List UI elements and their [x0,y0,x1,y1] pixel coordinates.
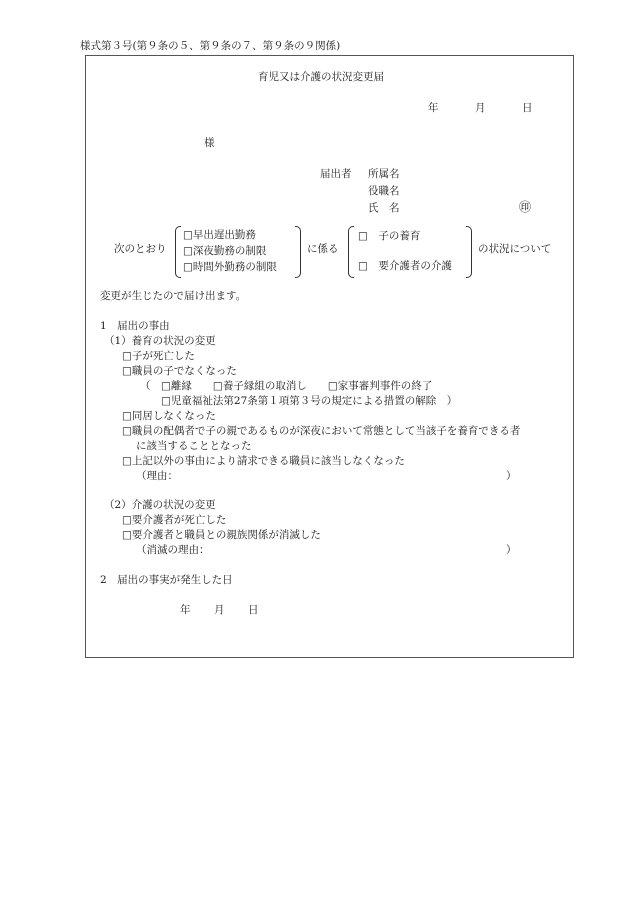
occurrence-month-label: 月 [214,604,225,616]
left-bracket-open [175,226,181,278]
reason-label: （理由： [136,470,178,482]
item-no-cohabit: □同居しなくなった [122,410,216,422]
option-overtime-limit: □時間外勤務の制限 [183,261,277,273]
item-child-died: □子が死亡した [122,350,195,362]
item-reasons-line2: □児童福祉法第27条第１項第３号の規定による措置の解除 ） [161,395,458,407]
right-bracket-close [466,226,472,278]
seal-mark-icon: ㊞ [519,200,532,214]
date-month-label: 月 [475,102,486,114]
addressee-suffix: 様 [204,137,215,149]
intro-prefix: 次のとおり [114,243,167,255]
section2-heading: 2 届出の事実が発生した日 [100,574,233,586]
extinction-reason-label: （消滅の理由： [136,544,210,556]
state-nursing-care: □ 要介護者の介護 [358,260,452,272]
item-spouse-line2: に該当することとなった [136,440,252,452]
item-not-child: □職員の子でなくなった [122,365,237,377]
left-bracket-close [295,226,301,278]
intro-connector: に係る [307,243,339,255]
state-childcare: □ 子の養育 [358,230,421,242]
occurrence-day-label: 日 [248,604,259,616]
item-spouse-line1: □職員の配偶者で子の親であるものが深夜において常態として当該子を養育できる者 [122,425,521,437]
option-night-limit: □深夜勤務の制限 [183,245,267,257]
declaration-text: 変更が生じたので届け出ます。 [100,290,247,302]
applicant-name-label: 氏 名 [368,202,400,214]
form-number-header: 様式第３号(第９条の５、第９条の７、第９条の９関係) [80,40,341,52]
sub1-heading: （1）養育の状況の変更 [104,335,216,347]
right-bracket-open [348,226,354,278]
applicant-label: 届出者 [320,168,352,180]
date-day-label: 日 [522,102,533,114]
date-year-label: 年 [428,102,439,114]
extinction-reason-close: ） [506,544,517,556]
item-relation-ended: □要介護者と職員との親族関係が消滅した [122,529,321,541]
intro-suffix: の状況について [478,243,552,255]
occurrence-year-label: 年 [180,604,191,616]
form-title: 育児又は介護の状況変更届 [258,71,384,83]
item-care-recipient-died: □要介護者が死亡した [122,514,227,526]
item-other-reason: □上記以外の事由により請求できる職員に該当しなくなった [122,455,405,467]
sub2-heading: （2）介護の状況の変更 [104,499,216,511]
applicant-affiliation-label: 所属名 [368,168,400,180]
applicant-position-label: 役職名 [368,185,400,197]
section1-heading: 1 届出の事由 [100,320,170,332]
option-early-late: □早出遅出勤務 [183,229,256,241]
item-reasons-line1: （ □離縁 □養子縁組の取消し □家事審判事件の終了 [140,380,433,392]
reason-close: ） [506,470,517,482]
